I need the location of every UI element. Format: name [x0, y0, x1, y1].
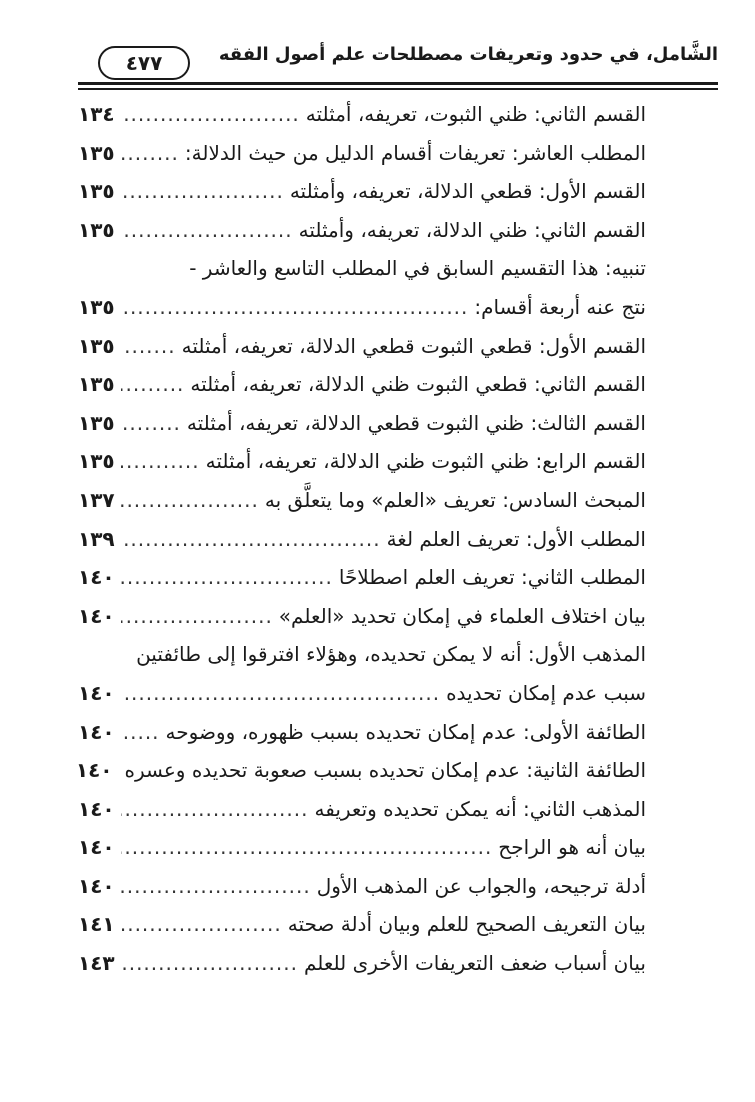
dot-leader: [121, 951, 298, 975]
page-header: [78, 30, 718, 86]
toc-page-number: ١٤٠: [78, 680, 115, 705]
dot-leader: [121, 797, 309, 821]
toc-entry-text: القسم الثالث: ظني الثبوت قطعي الدلالة، تعريفه، أمثلته: [186, 410, 646, 435]
toc-page-number: ١٤٠: [78, 835, 115, 860]
toc-entry-text: بيان أسباب ضعف التعريفات الأخرى للعلم: [303, 951, 646, 976]
toc-page-number: ١٣٥: [78, 333, 115, 358]
toc-page-number: ١٣٧: [78, 487, 115, 512]
toc-entry-text: المطلب الأول: تعريف العلم لغة: [386, 526, 646, 551]
dot-leader: [121, 488, 259, 512]
toc-entry-text: بيان اختلاف العلماء في إمكان تحديد «العلم»: [278, 603, 646, 628]
toc-entry: [78, 179, 646, 218]
toc-entry: [78, 102, 646, 141]
dot-leader: [121, 334, 176, 358]
toc-page-number: ١٤٠: [78, 796, 115, 821]
toc-entry-text: سبب عدم إمكان تحديده: [446, 680, 646, 705]
toc-note: [78, 642, 646, 681]
toc-entry-text: تنبيه: هذا التقسيم السابق في المطلب التاسع والعاشر -: [189, 256, 646, 281]
dot-leader: [121, 874, 311, 898]
header-rule-thick: [78, 82, 718, 85]
toc-entry-text: بيان أنه هو الراجح: [498, 835, 646, 860]
toc-entry-text: المطلب الثاني: تعريف العلم اصطلاحًا: [338, 565, 646, 590]
toc-entry-text: القسم الثاني: قطعي الثبوت ظني الدلالة، تعريفه، أمثلته: [190, 372, 646, 397]
toc-note: [78, 256, 646, 295]
dot-leader: [121, 141, 179, 165]
toc-entry-text: المذهب الأول: أنه لا يمكن تحديده، وهؤلاء افترقوا إلى طائفتين: [136, 642, 646, 667]
toc-page-number: ١٣٥: [78, 217, 115, 242]
toc-entry: [78, 797, 646, 836]
toc-entry-text: أدلة ترجيحه، والجواب عن المذهب الأول: [316, 873, 646, 898]
dot-leader: [121, 372, 185, 396]
toc-page-number: ١٤٠: [75, 758, 113, 783]
toc-entry: [78, 835, 646, 874]
toc-entry: [78, 334, 646, 373]
toc-page-number: ١٤١: [78, 912, 115, 937]
dot-leader: [121, 449, 200, 473]
table-of-contents: [75, 102, 646, 990]
header-rule-thin: [78, 88, 718, 90]
dot-leader: [121, 565, 333, 589]
toc-entry: [78, 527, 646, 566]
toc-entry: [78, 295, 646, 334]
toc-entry: [78, 449, 646, 488]
dot-leader: [121, 912, 282, 936]
toc-entry-text: القسم الأول: قطعي الدلالة، تعريفه، وأمثلته: [289, 179, 646, 204]
toc-page-number: ١٣٥: [78, 294, 115, 319]
dot-leader: [121, 411, 181, 435]
dot-leader: [121, 295, 469, 319]
toc-entry-text: القسم الثاني: ظني الثبوت، تعريفه، أمثلته: [305, 102, 646, 126]
dot-leader: [121, 527, 381, 551]
toc-entry-text: المبحث السادس: تعريف «العلم» وما يتعلَّق به: [264, 487, 646, 512]
toc-entry: [78, 604, 646, 643]
toc-entry-text: الطائفة الأولى: عدم إمكان تحديده بسبب ظهوره، ووضوحه: [165, 719, 646, 744]
toc-page-number: ١٣٥: [78, 179, 115, 204]
dot-leader: [121, 681, 440, 705]
page-number-badge: ٤٧٧: [98, 46, 190, 80]
toc-entry: [78, 720, 646, 759]
toc-entry-text: القسم الثاني: ظني الدلالة، تعريفه، وأمثلته: [298, 217, 646, 242]
toc-page-number: ١٣٥: [78, 140, 115, 165]
toc-entry: [78, 681, 646, 720]
toc-entry: [78, 411, 646, 450]
toc-page-number: ١٤٠: [78, 873, 115, 898]
dot-leader: [121, 835, 493, 859]
toc-entry: [78, 372, 646, 411]
toc-page-number: ١٣٤: [78, 102, 115, 126]
toc-page-number: ١٣٥: [78, 449, 115, 474]
dot-leader: [121, 604, 273, 628]
toc-page-number: ١٤٠: [78, 719, 115, 744]
toc-entry: [78, 488, 646, 527]
toc-page-number: ١٣٥: [78, 372, 115, 397]
dot-leader: [121, 218, 293, 242]
toc-page-number: ١٤٣: [78, 951, 115, 976]
toc-entry: [78, 141, 646, 180]
toc-entry: [78, 565, 646, 604]
toc-entry-text: الطائفة الثانية: عدم إمكان تحديده بسبب صعوبة تحديده وعسره: [124, 758, 646, 783]
toc-entry-text: بيان التعريف الصحيح للعلم وبيان أدلة صحته: [287, 912, 646, 937]
toc-entry-text: القسم الرابع: ظني الثبوت ظني الدلالة، تعريفه، أمثلته: [205, 449, 646, 474]
toc-page-number: ١٤٠: [78, 565, 115, 590]
dot-leader: [121, 720, 160, 744]
toc-entry-text: المذهب الثاني: أنه يمكن تحديده وتعريفه: [314, 796, 646, 821]
toc-page-number: ١٣٥: [78, 410, 115, 435]
toc-page-number: ١٣٩: [78, 526, 115, 551]
toc-entry: [78, 912, 646, 951]
toc-entry: [78, 874, 646, 913]
dot-leader: [121, 179, 284, 203]
running-title: الشَّامل، في حدود وتعريفات مصطلحات علم أصول الفقه: [218, 44, 718, 65]
toc-entry: [78, 218, 646, 257]
toc-entry-text: القسم الأول: قطعي الثبوت قطعي الدلالة، تعريفه، أمثلته: [181, 333, 646, 358]
toc-page-number: ١٤٠: [78, 603, 115, 628]
toc-entry-text: المطلب العاشر: تعريفات أقسام الدليل من حيث الدلالة:: [184, 140, 646, 165]
toc-entry: [78, 951, 646, 990]
toc-entry-text: نتج عنه أربعة أقسام:: [474, 294, 646, 319]
toc-entry: [75, 758, 646, 797]
dot-leader: [121, 102, 300, 126]
